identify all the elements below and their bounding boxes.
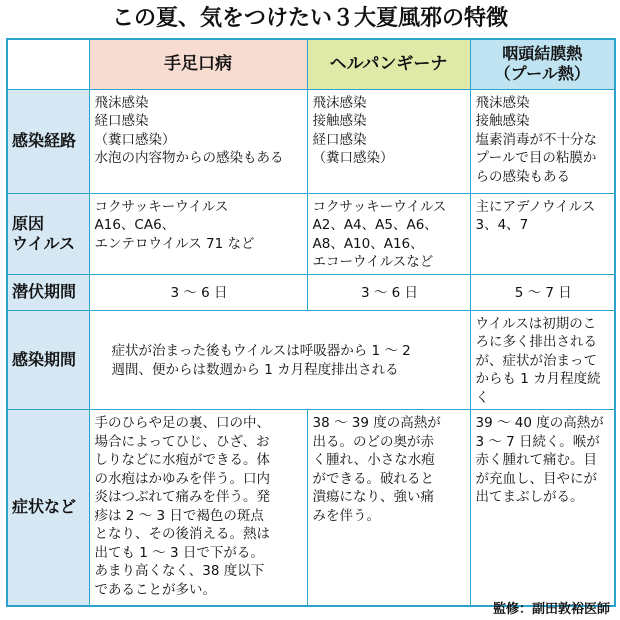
- text-line: しりなどに水疱ができる。体: [94, 452, 270, 468]
- text-line: 症状が治まった後もウイルスは呼吸器から 1 ～ 2: [111, 343, 411, 360]
- text-line: 経口感染: [312, 131, 367, 148]
- text-line: 38 ～ 39 度の高熱が: [312, 415, 441, 431]
- comparison-table: [6, 38, 616, 607]
- text-line: からも 1 カ月程度続く: [475, 371, 601, 406]
- text-line: 出る。のどの奥が赤: [312, 433, 434, 450]
- text-line: A16、CA6、: [94, 217, 176, 233]
- text-line: らの感染もある: [475, 168, 570, 185]
- text-line: く腫れ、小さな水疱: [312, 452, 435, 468]
- cell-pcf-virus: [470, 193, 615, 274]
- row-label-line: 原因: [12, 213, 45, 233]
- text-line: の水疱はかゆみを伴う。口内: [94, 470, 270, 487]
- text-line: エンテロウイルス 71 など: [94, 235, 255, 252]
- text-line: 水泡の内容物からの感染もある: [94, 150, 284, 166]
- text-line: コクサッキーウイルス: [312, 198, 447, 215]
- text-line: 赤く腫れて痛む。目: [475, 452, 597, 468]
- text-line: 3 ～ 7 日続く。喉が: [475, 433, 600, 450]
- cell-herp-virus: [307, 193, 470, 274]
- cell-pcf-incubation: 5 ～ 7 日: [470, 274, 615, 310]
- cell-pcf-infectious-period: [470, 310, 615, 410]
- text-line: 潰瘍になり、強い痛: [312, 489, 434, 505]
- text-line: 出ても 1 ～ 3 日で下がる。: [94, 544, 264, 561]
- text-line: 疹は 2 ～ 3 日で褐色の斑点: [94, 507, 264, 524]
- text-line: プールで目の粘膜か: [475, 150, 597, 166]
- text-line: みを伴う。: [312, 507, 380, 524]
- text-line: ウイルスは初期のこ: [475, 315, 597, 332]
- text-line: が、症状が治まって: [475, 352, 597, 369]
- text-line: 出てまぶしがる。: [475, 489, 584, 505]
- text-line: （糞口感染）: [94, 131, 176, 148]
- header-herpangina: ヘルパンギーナ: [307, 39, 470, 89]
- row-label-line: ウイルス: [12, 233, 76, 253]
- credit-supervisor: 監修：副田敦裕医師: [492, 602, 610, 617]
- text-line: （糞口感染）: [312, 150, 394, 166]
- text-line: であることが多い。: [94, 581, 216, 598]
- row-label-symptoms: 症状など: [7, 410, 89, 606]
- row-label-infectious-period: 感染期間: [7, 310, 89, 410]
- text-line: 週間、便からは数週から 1 カ月程度排出される: [111, 361, 399, 378]
- header-pcf-line1: 咽頭結膜熱: [502, 44, 583, 64]
- text-line: 飛沫感染: [475, 94, 530, 111]
- cell-hfmd-virus: [89, 193, 307, 274]
- text-line: 塩素消毒が不十分な: [475, 131, 597, 148]
- text-line: ろに多く排出される: [475, 334, 597, 350]
- cell-herp-route: [307, 89, 470, 193]
- cell-pcf-symptoms: [470, 410, 615, 606]
- header-hfmd: 手足口病: [89, 39, 307, 89]
- text-line: 39 ～ 40 度の高熱が: [475, 415, 604, 431]
- text-line: が充血し、目やにが: [475, 470, 597, 487]
- text-line: 飛沫感染: [94, 94, 149, 111]
- cell-hfmd-route: [89, 89, 307, 193]
- row-label-virus: [7, 193, 89, 274]
- text-line: となり、その後消える。熱は: [94, 526, 270, 542]
- text-line: 経口感染: [94, 113, 149, 129]
- corner-cell: [7, 39, 89, 89]
- header-pcf-line2: （プール熱）: [494, 64, 590, 84]
- cell-herp-symptoms: [307, 410, 470, 606]
- text-line: 主にアデノウイルス: [475, 198, 596, 215]
- page-title: この夏、気をつけたい３大夏風邪の特徴: [111, 6, 508, 31]
- cell-hfmd-incubation: 3 ～ 6 日: [89, 274, 307, 310]
- text-line: 手のひらや足の裏、口の中、: [94, 415, 270, 431]
- text-line: 場合によってひじ、ひざ、お: [94, 433, 270, 450]
- row-label-incubation: 潜伏期間: [7, 274, 89, 310]
- text-line: エコーウイルスなど: [312, 254, 434, 270]
- header-pharyngoconjunctival-fever: [470, 39, 615, 89]
- text-line: 炎はつぶれて痛みを伴う。発: [94, 489, 270, 505]
- text-line: コクサッキーウイルス: [94, 198, 229, 215]
- cell-hfmd-symptoms: [89, 410, 307, 606]
- cell-merged-infectious-period: [89, 310, 470, 410]
- row-label-infection-route: 感染経路: [7, 89, 89, 193]
- text-line: ができる。破れると: [312, 470, 434, 487]
- text-line: 3、4、7: [475, 217, 529, 233]
- text-line: A8、A10、A16、: [312, 235, 424, 252]
- cell-pcf-route: [470, 89, 615, 193]
- text-line: 飛沫感染: [312, 94, 367, 111]
- text-line: あまり高くなく、38 度以下: [94, 563, 265, 579]
- text-line: A2、A4、A5、A6、: [312, 217, 438, 233]
- text-line: 接触感染: [312, 113, 367, 129]
- cell-herp-incubation: 3 ～ 6 日: [307, 274, 470, 310]
- text-line: 接触感染: [475, 113, 530, 129]
